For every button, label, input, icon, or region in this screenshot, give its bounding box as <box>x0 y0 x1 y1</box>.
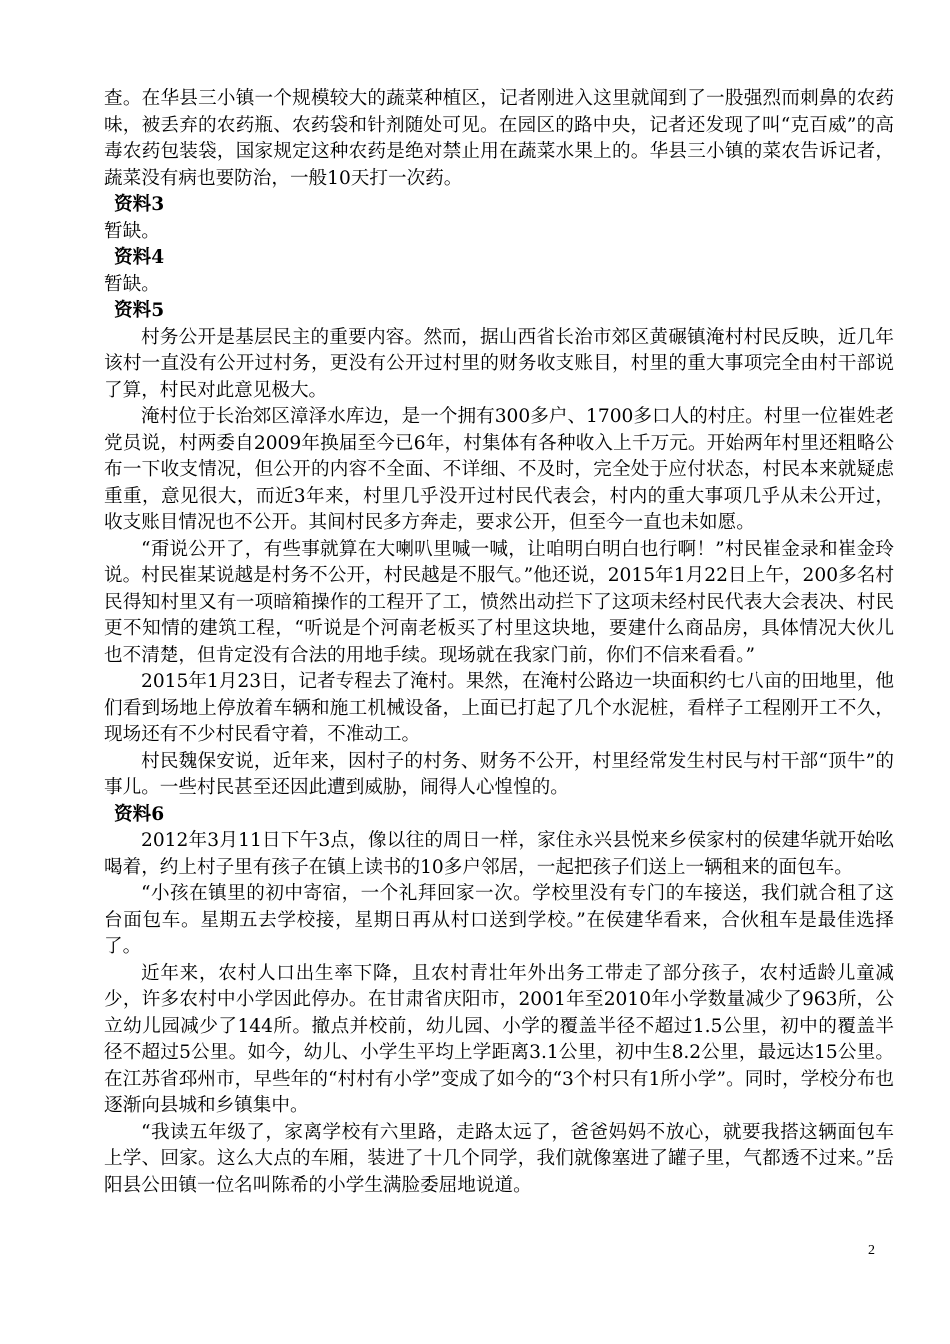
paragraph: 近年来，农村人口出生率下降，且农村青壮年外出务工带走了部分孩子，农村适龄儿童减少，许多农村中小学因此停办。在甘肃省庆阳市，2001年至2010年小学数量减少了963所，公立幼儿园减少了144所。撤点并校前，幼儿园、小学的覆盖半径不超过1.5公里，初中的覆盖半径不超过5公里。如今，幼儿、小学生平均上学距离3.1公里，初中生8.2公里，最远达15公里。在江苏省邳州市，早些年的“村村有小学”变成了如今的“3个村只有1所小学”。同时，学校分布也逐渐向县城和乡镇集中。 <box>104 962 894 1116</box>
paragraph: 2012年3月11日下午3点，像以往的周日一样，家住永兴县悦来乡侯家村的侯建华就开始吆喝着，约上村子里有孩子在镇上读书的10多户邻居，一起把孩子们送上一辆租来的面包车。 <box>104 830 894 878</box>
page-number: 2 <box>868 1243 875 1258</box>
paragraph: “甭说公开了，有些事就算在大喇叭里喊一喊，让咱明白明白也行啊！”村民崔金录和崔金玲说。村民崔某说越是村务不公开，村民越是不服气。”他还说，2015年1月22日上午，200多名村民得知村里又有一项暗箱操作的工程开了工，愤然出动拦下了这项未经村民代表大会表决、村民更不知情的建筑工程，“听说是个河南老板买了村里这块地，要建什么商品房，具体情况大伙儿也不清楚，但肯定没有合法的用地手续。现场就在我家门前，你们不信来看看。” <box>104 538 894 666</box>
paragraph: “小孩在镇里的初中寄宿，一个礼拜回家一次。学校里没有专门的车接送，我们就合租了这台面包车。星期五去学校接，星期日再从村口送到学校。”在侯建华看来，合伙租车是最佳选择了。 <box>104 883 894 957</box>
document-body <box>104 86 894 1199</box>
section-heading-4: 资料4 <box>114 247 165 268</box>
section-heading-5: 资料5 <box>114 300 165 321</box>
paragraph: 2015年1月23日，记者专程去了淹村。果然，在淹村公路边一块面积约七八亩的田地里，他们看到场地上停放着车辆和施工机械设备，上面已打起了几个水泥桩，看样子工程刚开工不久，现场还有不少村民看守着，不准动工。 <box>104 671 894 745</box>
paragraph-placeholder-3: 暂缺。 <box>104 220 160 242</box>
paragraph: 淹村位于长治郊区漳泽水库边，是一个拥有300多户、1700多口人的村庄。村里一位崔姓老党员说，村两委自2009年换届至今已6年，村集体有各种收入上千万元。开始两年村里还粗略公布一下收支情况，但公开的内容不全面、不详细、不及时，完全处于应付状态，村民本来就疑虑重重，意见很大，而近3年来，村里几乎没开过村民代表会，村内的重大事项几乎从未公开过，收支账目情况也不公开。其间村民多方奔走，要求公开，但至今一直也未如愿。 <box>104 406 894 533</box>
paragraph: 村务公开是基层民主的重要内容。然而，据山西省长治市郊区黄碾镇淹村村民反映，近几年该村一直没有公开过村务，更没有公开过村里的财务收支账目，村里的重大事项完全由村干部说了算，村民对此意见极大。 <box>104 326 894 401</box>
paragraph-continuation: 查。在华县三小镇一个规模较大的蔬菜种植区，记者刚进入这里就闻到了一股强烈而刺鼻的农药味，被丢弃的农药瓶、农药袋和针剂随处可见。在园区的路中央，记者还发现了叫“克百威”的高毒农药包装袋，国家规定这种农药是绝对禁止用在蔬菜水果上的。华县三小镇的菜农告诉记者，蔬菜没有病也要防治，一般10天打一次药。 <box>104 88 894 189</box>
paragraph-placeholder-4: 暂缺。 <box>104 273 160 295</box>
section-heading-3: 资料3 <box>114 194 165 215</box>
paragraph: 村民魏保安说，近年来，因村子的村务、财务不公开，村里经常发生村民与村干部“顶牛”的事儿。一些村民甚至还因此遭到威胁，闹得人心惶惶的。 <box>104 750 894 798</box>
section-heading-6: 资料6 <box>114 803 165 825</box>
paragraph: “我读五年级了，家离学校有六里路，走路太远了，爸爸妈妈不放心，就要我搭这辆面包车上学、回家。这么大点的车厢，装进了十几个同学，我们就像塞进了罐子里，气都透不过来。”岳阳县公田镇一位名叫陈希的小学生满脸委屈地说道。 <box>104 1121 894 1196</box>
